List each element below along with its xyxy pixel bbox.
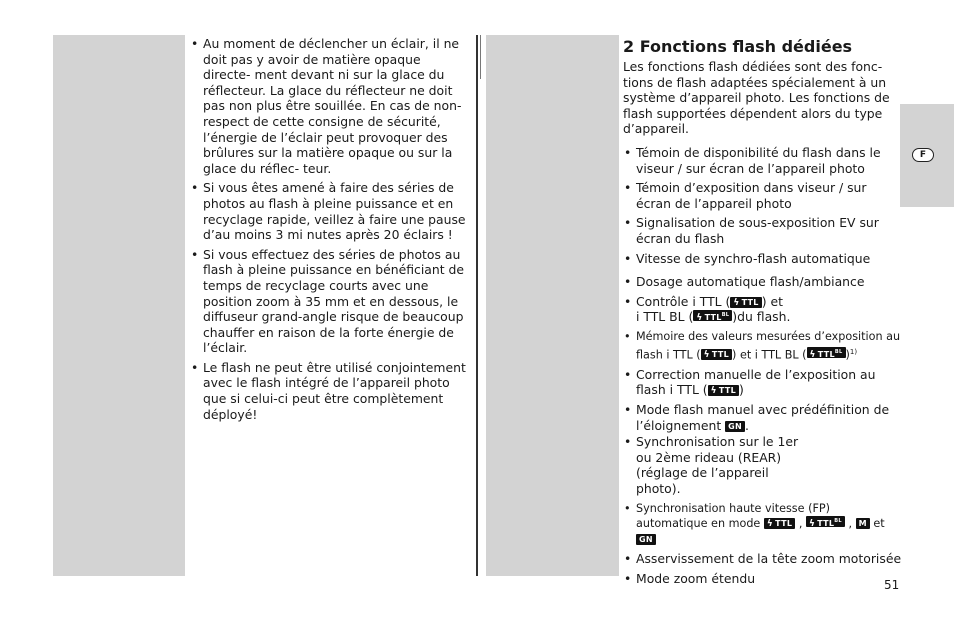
item-text: Correction manuelle de l’exposition au flash i TTL ( <box>636 366 876 398</box>
symbol-label: TTL <box>817 519 835 529</box>
right-margin-panel <box>486 35 619 576</box>
list-item: • Synchronisation sur le 1er ou 2ème rideau (REAR) (réglage de l’appareil photo). <box>623 434 816 496</box>
left-margin-panel <box>53 35 185 576</box>
ttl-bl-symbol <box>806 516 845 530</box>
section-intro: Les fonctions flash dédiées sont des fonc- tions de flash adaptées spécialement à un système d’appareil photo. Les fonctions de flash supportées dépendent alors du type d’appareil. <box>623 59 890 137</box>
footnote-marker: 1) <box>849 347 858 356</box>
flash-bolt-icon: ϟ <box>809 350 816 361</box>
item-text: Contrôle i TTL ( <box>636 293 731 309</box>
gn-symbol: GN <box>636 534 656 545</box>
ttl-bl-symbol <box>693 310 732 324</box>
flash-bolt-icon: ϟ <box>703 350 710 361</box>
symbol-label: TTL <box>817 350 835 360</box>
list-item: • Si vous êtes amené à faire des séries de photos au flash à pleine puissance et en recyclage rapide, veillez à faire une pause d’au moins 3 mi nutes après 20 éclairs ! <box>190 180 470 242</box>
m-symbol: M <box>856 518 870 529</box>
gn-symbol: GN <box>725 421 745 432</box>
flash-bolt-icon: ϟ <box>733 297 740 308</box>
ttl-symbol <box>701 349 732 360</box>
item-text: Synchronisation haute vitesse (FP) automatique en mode <box>636 501 830 531</box>
language-badge: F <box>912 148 934 162</box>
item-text: i TTL BL ( <box>636 309 694 325</box>
item-text: . <box>745 417 749 433</box>
item-text: ) et <box>761 293 783 309</box>
symbol-superscript: BL <box>834 518 842 525</box>
list-item: • Mode zoom étendu <box>623 571 905 587</box>
list-item: • Au moment de déclencher un éclair, il ne doit pas y avoir de matière opaque directe- ment devant ni sur la glace du réflecteur. La glace du réflecteur ne doit pas non plus être souillée. En cas de non-respect de cette consigne de sécurité, l’énergie de l’éclair peut provoquer des brûlures sur la matière opaque ou sur la glace du réflec- teur. <box>190 36 470 176</box>
item-text: Mode flash manuel avec prédéfinition de l’éloignement <box>636 402 890 433</box>
symbol-label: TTL <box>775 519 793 529</box>
list-item: • Dosage automatique flash/ambiance <box>623 274 905 290</box>
item-text: )du flash. <box>732 309 791 325</box>
list-item <box>623 294 905 325</box>
list-item <box>623 402 905 433</box>
item-text: et <box>873 517 885 531</box>
left-text-column <box>190 36 470 426</box>
symbol-label: TTL <box>704 313 722 323</box>
item-text: Mémoire des valeurs mesurées d’exposition au flash i TTL ( <box>636 329 901 362</box>
symbol-superscript: BL <box>721 312 730 319</box>
list-item: • Si vous effectuez des séries de photos au flash à pleine puissance en bénéficiant de temps de recyclage courts avec une position zoom à 35 mm et en dessous, le diffuseur grand-angle risque de beaucoup chauffer en raison de la forte énergie de l’éclair. <box>190 247 470 356</box>
item-text: , <box>848 517 853 531</box>
flash-bolt-icon: ϟ <box>766 519 774 530</box>
item-text: ) et i TTL BL ( <box>732 348 807 362</box>
list-item: • Asservissement de la tête zoom motorisée <box>623 551 905 567</box>
flash-bolt-icon: ϟ <box>710 386 717 397</box>
list-item: • Témoin d’exposition dans viseur / sur écran de l’appareil photo <box>623 180 905 211</box>
list-item: • Signalisation de sous-exposition EV sur écran du flash <box>623 215 905 246</box>
symbol-superscript: BL <box>834 349 843 356</box>
ttl-bl-symbol <box>807 347 846 361</box>
item-text: , <box>798 517 803 531</box>
symbol-label: TTL <box>718 386 736 396</box>
list-item: • Témoin de disponibilité du flash dans le viseur / sur écran de l’appareil photo <box>623 145 905 176</box>
symbol-label: TTL <box>741 297 759 307</box>
item-text: ) <box>738 382 744 398</box>
ttl-symbol <box>708 385 739 396</box>
list-item: • Le flash ne peut être utilisé conjointement avec le flash intégré de l’appareil photo que si celui-ci peut être complètement déployé! <box>190 360 470 422</box>
flash-bolt-icon: ϟ <box>808 519 816 530</box>
list-item: • Vitesse de synchro-flash automatique <box>623 251 905 267</box>
feature-list <box>623 145 905 587</box>
right-text-column <box>623 37 905 591</box>
symbol-label: TTL <box>711 350 730 360</box>
item-text: ) <box>845 348 850 362</box>
section-heading: 2 Fonctions flash dédiées <box>623 37 853 56</box>
column-divider-thin <box>480 35 481 79</box>
page-number: 51 <box>884 578 900 592</box>
warning-list <box>190 36 470 422</box>
ttl-symbol <box>730 297 761 308</box>
flash-bolt-icon: ϟ <box>696 313 703 324</box>
list-item <box>623 501 905 548</box>
column-divider <box>476 35 478 576</box>
ttl-symbol <box>764 518 795 529</box>
list-item <box>623 367 905 398</box>
list-item <box>623 329 905 363</box>
